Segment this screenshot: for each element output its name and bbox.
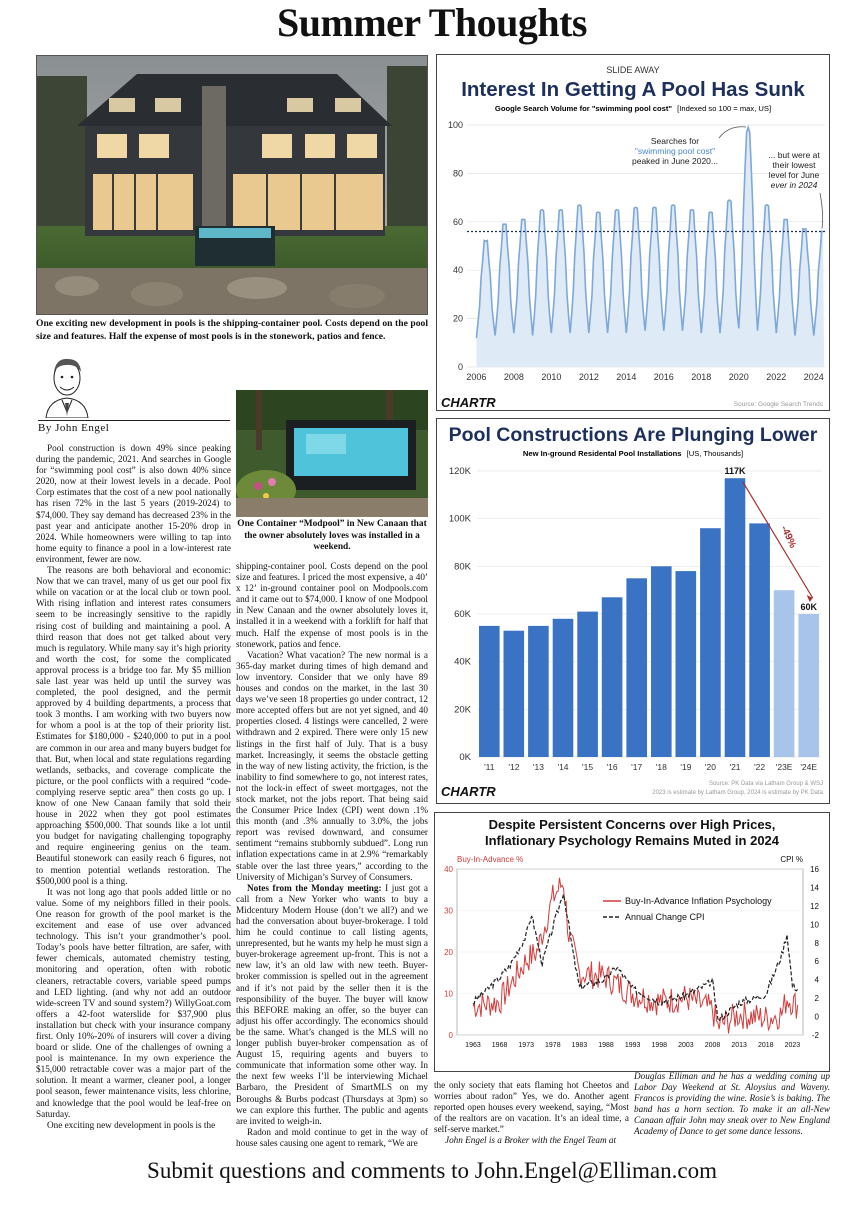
chart3-x-tick: 2013 <box>731 1042 747 1049</box>
chart2-subtitle <box>523 449 743 458</box>
chart1-brand: CHARTR <box>441 395 496 410</box>
chart2-bar <box>798 614 819 757</box>
chart3-x-tick: 1983 <box>571 1042 588 1049</box>
chart2-y-tick: 40K <box>454 656 471 668</box>
chart2-y-tick: 120K <box>448 466 471 477</box>
chart1-x-tick: 2022 <box>766 372 787 382</box>
chart3-x-tick: 1978 <box>545 1042 561 1049</box>
chart1-source: Source: Google Search Trends <box>733 401 823 408</box>
article-paragraph: The reasons are both behavioral and economic: Now that we can travel, many of us get our pool fix while on vacation or at the local club or town pool. With rising inflation and interest rates consumers seem to be increasingly sensitive to the rapidly rising cost of building and maintaining a pool. A third reason that does not get talked about very much is regulatory. While many say it’s high priority and worth the cost, for some the complicated approval process is a bridge too far. My $5 million sale last year was held up until the survey was completed, the pool designed, and the permit approved by 4 building departments, a process that took 3 months. I am working with two buyers now for whom a pool is at the top of their priority list. Estimates for $180,000 - $240,000 to put in a pool are common in our area and many buyers budget for that. But, when local and state regulations regarding wetlands, setbacks, and coverage complicate the picture, or the pool conflicts with a required “code-complying reserve septic area” then costs go up. I know of one New Canaan family that sold their house in 2022 when they got pool estimates approaching $500,000. That sounds like a lot until you budget for navigating challenging topography and require engineering genius on the team. Beautiful stonework can easily reach 6 figures, not to mention potential wetlands restoration. The $500,000 pool is a thing. <box>36 565 231 886</box>
chart3-x-tick: 2008 <box>704 1042 721 1049</box>
author-byline: By John Engel <box>38 420 230 434</box>
chart2-x-tick: '18 <box>655 762 667 772</box>
chart2-y-tick: 100K <box>448 513 471 525</box>
article-paragraph: the only society that eats flaming hot Cheetos and worries about radon” Yes, we do. Another agent reported open houses every weekend, saying, “Most of the realtors are on vacation. It’s an ideal time, a self-serve market.” <box>434 1080 629 1135</box>
chart2-x-tick: '17 <box>631 762 643 772</box>
chart1-annotation-low-line4: ever in 2024 <box>770 180 818 190</box>
container-pool-caption: One Container “Modpool” in New Canaan that the owner absolutely loves was installed in a weekend. <box>237 519 427 552</box>
chart2-bar <box>651 566 672 757</box>
chart3-x-tick: 2018 <box>757 1042 774 1049</box>
chart2-x-tick: '13 <box>532 762 544 772</box>
article-column-2 <box>236 561 428 1149</box>
chart3-right-tick: 12 <box>810 901 819 911</box>
chart2-title: Pool Constructions Are Plunging Lower <box>448 424 818 446</box>
chart3-right-tick: 8 <box>814 938 819 948</box>
chart2-bar <box>700 528 721 757</box>
article-paragraph: It was not long ago that pools added little or no value. Some of my neighbors filled in their pools. One reason for growth of the pool market is the excitement and ease of use over advanced technology. This isn’t your grandmother’s pool. Today’s pools have better filtration, are safer, with fewer chemicals, automated chemistry testing, monitoring and operation, often with robotic cleaners, retractable covers, variable speed pumps and LED lighting. (and why not add an outdoor wide-screen TV and sound system?) WillyGoat.com offers a 42-foot waterslide for $37,900 plus installation but check with your insurance company first. Only 10%-20% of insurers will cover a diving board or slide. One of the challenges of owning a pool is maintenance. In my own experience the $15,000 retractable cover was a major part of the solution. It meant a warmer, cleaner pool, a longer pool season, fewer maintenance visits, less chlorine, and knowledge that the pool would be leaf-free on Saturday. <box>36 886 231 1119</box>
chart3-left-tick: 0 <box>448 1031 453 1040</box>
chart-pool-search-interest <box>436 54 830 411</box>
article-column-4 <box>634 1071 830 1138</box>
chart2-x-tick: '14 <box>557 762 569 772</box>
chart2-subtitle-note: [US, Thousands] <box>686 449 744 458</box>
chart1-x-tick: 2006 <box>466 372 487 382</box>
chart2-x-tick: '12 <box>508 762 520 772</box>
chart2-bar <box>749 523 770 757</box>
chart1-annotation-peak-line3: peaked in June 2020... <box>631 156 719 166</box>
chart2-y-tick: 0K <box>459 752 471 763</box>
chart3-x-tick: 2023 <box>784 1042 801 1049</box>
chart1-x-tick: 2008 <box>503 372 524 382</box>
chart2-x-tick: '22 <box>754 762 766 772</box>
chart2-x-tick: '11 <box>484 762 495 772</box>
container-pool-image <box>236 390 428 517</box>
chart2-last-label: 60K <box>800 602 817 612</box>
chart2-source-line2: 2023 is estimate by Latham Group, 2024 is estimate by PK Data <box>652 790 823 796</box>
chart1-annotation-low <box>768 150 820 190</box>
chart3-x-tick: 1968 <box>491 1042 508 1049</box>
article-column-3 <box>434 1080 629 1147</box>
chart2-subtitle-bold: New In-ground Residental Pool Installations <box>522 449 682 458</box>
chart2-bar <box>479 626 500 757</box>
chart2-x-tick: '21 <box>729 762 741 772</box>
chart3-right-tick: 2 <box>814 994 819 1004</box>
chart3-right-tick: 14 <box>810 883 819 893</box>
house-photo-caption: One exciting new development in pools is the shipping-container pool. Costs depend on the pool size and features. Half the expense of most pools is in the stonework, patios and fence. <box>36 318 428 342</box>
chart3-right-tick: 10 <box>810 920 819 930</box>
article-column-1 <box>36 443 231 1131</box>
chart2-bar <box>725 478 746 757</box>
chart3-left-tick: 40 <box>444 865 453 874</box>
chart1-annotation-arrow <box>820 193 823 228</box>
chart1-subtitle <box>495 104 771 113</box>
chart3-right-tick: 0 <box>814 1012 819 1022</box>
chart1-x-tick: 2018 <box>691 372 712 382</box>
chart1-y-tick: 60 <box>452 216 463 227</box>
chart3-right-axis-label: CPI % <box>780 855 803 864</box>
chart3-left-tick: 10 <box>444 989 453 999</box>
chart2-x-tick: '16 <box>606 762 618 772</box>
chart3-x-tick: 2003 <box>678 1042 694 1049</box>
chart2-y-tick: 60K <box>454 609 471 620</box>
chart2-x-tick: '20 <box>704 762 716 772</box>
chart1-y-tick: 20 <box>452 313 463 324</box>
chart1-kicker: SLIDE AWAY <box>606 65 660 75</box>
chart2-x-tick: '15 <box>582 762 594 772</box>
masthead-title: Summer Thoughts <box>277 0 587 45</box>
chart1-x-tick: 2024 <box>803 372 824 382</box>
monday-notes-text: I just got a call from a New Yorker who wants to buy a Midcentury Modern House (don’t we all?) and we had the conversation about buyer-brokerage. I told him he could continue to call listing agents, unrepresented, but he wants my help he must sign a buyer-brokerage agreement up-front. This is not a new law, it’s an old law with new teeth. Buyer-broker commission is spelled out in the agreement and if it’s not paid by the seller then it is the responsibility of the buyer. The buyer will know this BEFORE making an offer, so the buyer can adjust his offer accordingly. The economics should be the same. What’s changed is the MLS will no longer publish buyer-broker compensation as of August 15, requiring agents and buyers to communicate that information some other way. In the next few weeks I’ll be interviewing Michael Barbaro, the President of SmartMLS on my Boroughs & Burbs podcast (Thursdays at 3pm) so we can explore this further. The public and agents are invited to weigh-in. <box>236 882 429 1126</box>
chart1-annotation-peak-line1: Searches for <box>650 136 700 146</box>
chart3-title-line1: Despite Persistent Concerns over High Prices, <box>488 817 776 832</box>
chart3-x-tick: 1973 <box>518 1042 534 1049</box>
house-photo <box>36 55 428 315</box>
chart1-x-tick: 2010 <box>541 372 562 382</box>
chart2-bar <box>676 571 697 757</box>
footer-contact: Submit questions and comments to John.Engel@Elliman.com <box>147 1158 717 1183</box>
chart1-x-tick: 2014 <box>616 372 637 382</box>
chart2-peak-label: 117K <box>724 466 746 477</box>
chart3-legend-label-cpi: Annual Change CPI <box>625 912 705 922</box>
chart3-right-tick: 16 <box>810 865 819 874</box>
article-paragraph: One exciting new development in pools is the <box>47 1119 216 1130</box>
chart3-right-tick: 6 <box>814 957 819 967</box>
chart3-x-tick: 1963 <box>465 1042 481 1049</box>
chart1-y-tick: 40 <box>452 265 463 276</box>
chart1-y-tick: 80 <box>452 168 463 179</box>
article-paragraph: Vacation? What vacation? The new normal is a 365-day market during times of high demand and low inventory. Consider that we only have 89 houses and condos on the market, in the last 30 days we’ve seen 18 properties go under contract, 12 more accepted offers but are not yet signed, and 40 properties closed. 4 listings were cancelled, 2 were withdrawn and 2 expired. There were only 15 new listings in the first half of July. That is a busy market. Increasingly, it seems the obstacle getting in the way of new listing activity, the friction, is the inability to find somewhere to go, not interest rates, not the lock-in effect of sweet mortgages, not the stock market, not the jobs report. That being said the Consumer Price Index (CPI) went down .1% this month (and .3% annually to 3.0%, the jobs report was revised downward, and consumer sentiment “remains stubbornly subdued”. Long run inflation expectations came in at 2.9% “remarkably stable over the last three years,” according to the University of Michigan’s Survey of Consumers. <box>236 649 428 882</box>
chart1-annotation-low-line1: ... but were at <box>768 150 820 160</box>
chart-pool-constructions <box>436 418 830 804</box>
container-pool-photo <box>236 390 428 517</box>
chart2-bar <box>626 578 647 757</box>
chart3-x-tick: 1998 <box>651 1042 668 1049</box>
chart3-left-tick: 20 <box>444 948 453 957</box>
chart3-x-tick: 1988 <box>598 1042 614 1049</box>
chart-pool-search-svg <box>437 55 829 410</box>
chart3-x-tick: 1993 <box>624 1042 641 1049</box>
chart2-brand: CHARTR <box>441 784 496 799</box>
chart3-left-tick: 30 <box>444 906 453 916</box>
chart3-title-line2: Inflationary Psychology Remains Muted in 2024 <box>484 833 780 848</box>
chart1-subtitle-note: [Indexed so 100 = max, US] <box>677 104 772 113</box>
chart2-bar <box>602 597 623 757</box>
chart1-annotation-arrow <box>719 127 746 138</box>
chart2-x-tick: '24E <box>800 762 818 772</box>
chart1-annotation-low-line3: level for June <box>768 170 820 180</box>
chart2-bar <box>577 612 598 757</box>
monday-notes-paragraph <box>236 883 428 1127</box>
monday-notes-lead: Notes from the Monday meeting: <box>247 882 382 893</box>
author-bio-end: Douglas Elliman and he has a wedding coming up Labor Day Weekend at St. Aloysius and Waveny. Francos is providing the wine. Rosie’s is baking. The band has a horn section. To make it an all-New Canaan affair John may sneak over to New England Academy of Dance to get some dance lessons. <box>634 1071 830 1137</box>
chart2-bar <box>528 626 549 757</box>
chart2-source-line1: Source: PK Data via Latham Group & WSJ <box>708 781 823 787</box>
chart2-bar <box>553 619 574 757</box>
chart1-x-tick: 2016 <box>653 372 674 382</box>
chart1-x-tick: 2012 <box>578 372 599 382</box>
house-photo-image <box>37 56 428 315</box>
chart1-y-tick: 0 <box>457 362 463 372</box>
chart2-x-tick: '19 <box>680 762 692 772</box>
chart2-bar <box>774 590 795 757</box>
chart3-legend-label-buy: Buy-In-Advance Inflation Psychology <box>625 896 772 906</box>
chart1-annotation-peak-line2: "swimming pool cost" <box>634 146 716 156</box>
chart-inflation-psychology <box>434 812 830 1072</box>
chart1-annotation-peak <box>632 136 718 166</box>
chart-pool-constructions-svg <box>437 419 829 803</box>
author-portrait-sketch <box>38 348 96 418</box>
chart1-annotation-low-line2: their lowest <box>772 160 816 170</box>
chart3-right-tick: 4 <box>814 975 819 985</box>
chart3-legend <box>603 896 772 922</box>
author-portrait <box>38 348 96 418</box>
chart2-change-label: -49% <box>778 524 799 550</box>
chart1-y-tick: 100 <box>447 120 463 130</box>
chart3-left-axis-label: Buy-In-Advance % <box>457 855 524 864</box>
chart2-y-tick: 80K <box>454 561 471 573</box>
chart2-bar <box>504 631 525 757</box>
chart1-title: Interest In Getting A Pool Has Sunk <box>461 78 805 101</box>
article-paragraph: Radon and mold continue to get in the way of house sales causing one agent to remark, “We are <box>236 1126 428 1148</box>
author-bio-start: John Engel is a Broker with the Engel Team at <box>445 1135 617 1146</box>
chart1-subtitle-bold: Google Search Volume for "swimming pool cost" <box>494 104 673 113</box>
article-paragraph: Pool construction is down 49% since peaking during the pandemic, 2021. And searches in Google for “swimming pool cost” is also down 40% since 2020, now at their lowest levels in a decade. Pool Corp estimates that the cost of a new pool nationally has risen 72% in the last 5 years (2019-2024) to $74,000. They say demand has decreased 23% in the past year and anticipate another 15-20% drop in 2024. While homeowners were willing to tap into home equity to finance a pool in a low-interest rate environment, fewer are now. <box>36 443 231 564</box>
article-paragraph: shipping-container pool. Costs depend on the pool size and features. I priced the most expensive, a 40’ x 12’ in-ground container pool on Modpools.com and it came out to $74,000. I know of one Modpool in New Canaan and the owner absolutely loves it, installed it in a weekend with a forklift for half that much. Half the expense of most pools is in the stonework, patios and fence. <box>236 561 428 649</box>
chart3-right-tick: -2 <box>811 1031 819 1040</box>
chart-inflation-psychology-svg <box>435 813 829 1071</box>
chart2-y-tick: 20K <box>454 704 471 716</box>
chart1-x-tick: 2020 <box>728 372 749 382</box>
chart2-x-tick: '23E <box>775 762 793 772</box>
